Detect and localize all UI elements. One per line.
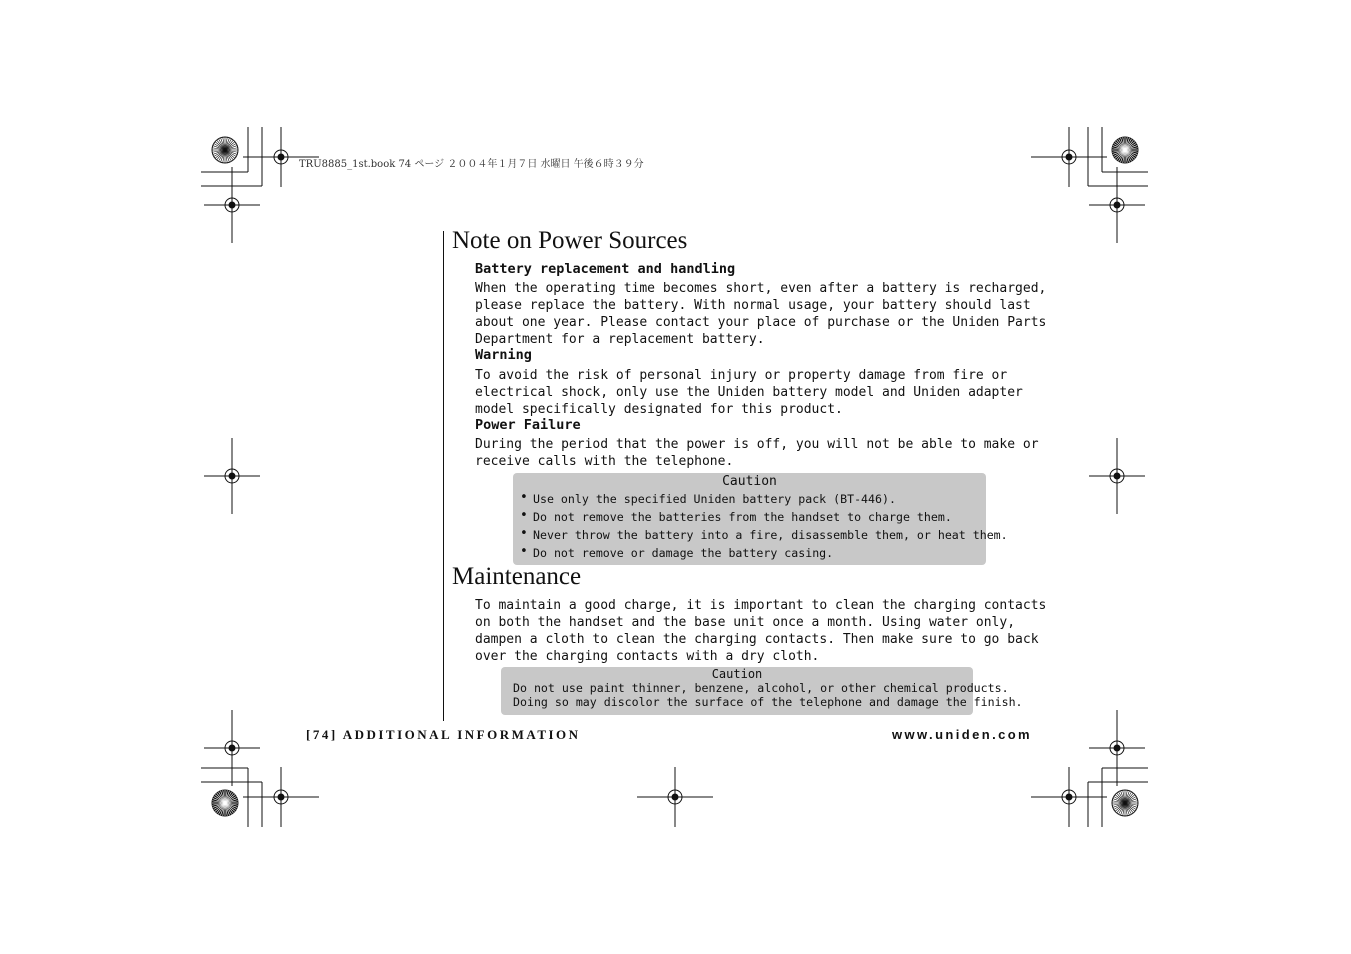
caution-line: Doing so may discolor the surface of the telephone and damage the finish. — [513, 695, 1023, 709]
registration-starburst-icon — [212, 790, 238, 816]
battery-heading: Battery replacement and handling — [475, 261, 736, 277]
footer-page-label: [74] ADDITIONAL INFORMATION — [306, 727, 581, 742]
section-title-maintenance: Maintenance — [452, 563, 582, 590]
registration-starburst-icon — [1112, 137, 1138, 163]
registration-starburst-icon — [1112, 790, 1138, 816]
caution-line: Do not use paint thinner, benzene, alcohol, or other chemical products. — [513, 681, 1009, 695]
list-item — [513, 508, 986, 526]
caution-box-battery — [513, 473, 1008, 565]
section-title-power: Note on Power Sources — [452, 227, 688, 254]
registration-starburst-icon — [212, 137, 238, 163]
power-failure-text: During the period that the power is off, you will not be able to make or receive calls with the telephone. — [475, 437, 1039, 469]
caution-list — [513, 490, 1008, 562]
bullet-icon: • — [520, 490, 528, 505]
maintenance-text: To maintain a good charge, it is important to clean the charging contacts on both the handset and the base unit once a month. Using water only, dampen a cloth to clean the charging contacts. Then make sure to go back over the charging contacts with a dry cloth. — [475, 598, 1047, 664]
list-item — [513, 490, 986, 508]
bullet-icon: • — [520, 526, 528, 541]
power-failure-heading: Power Failure — [475, 417, 581, 433]
bullet-icon: • — [520, 544, 528, 559]
battery-text: When the operating time becomes short, even after a battery is recharged, please replace the battery. With normal usage, your battery should last about one year. Please contact your place of purchase or the Uniden Parts Department for a replacement battery. — [475, 281, 1047, 347]
margin-rule — [443, 231, 444, 721]
bullet-icon: • — [520, 508, 528, 523]
caution-item-text: Do not remove the batteries from the handset to charge them. — [533, 510, 952, 524]
print-slug: TRU8885_1st.book 74 ページ ２００４年１月７日 水曜日 午後６時３９分 — [299, 159, 644, 170]
list-item — [513, 544, 986, 562]
caution-box-maintenance — [501, 667, 1023, 715]
caution-title: Caution — [711, 667, 763, 681]
caution-item-text: Never throw the battery into a fire, disassemble them, or heat them. — [533, 528, 1008, 542]
caution-item-text: Use only the specified Uniden battery pack (BT-446). — [533, 492, 896, 506]
list-item — [513, 526, 1008, 544]
caution-title: Caution — [722, 474, 777, 489]
warning-text: To avoid the risk of personal injury or property damage from fire or electrical shock, only use the Uniden battery model and Uniden adapter model specifically designated for this product. — [475, 368, 1023, 417]
caution-item-text: Do not remove or damage the battery casing. — [533, 546, 834, 560]
warning-heading: Warning — [475, 347, 532, 363]
footer-website: www.uniden.com — [892, 727, 1033, 742]
